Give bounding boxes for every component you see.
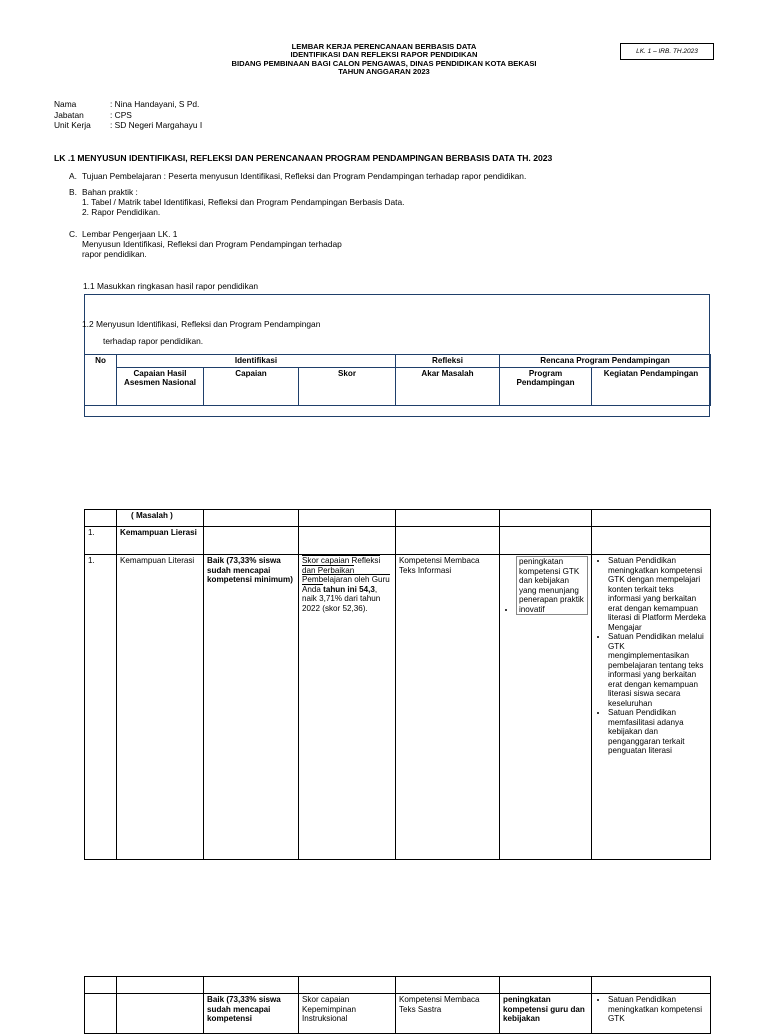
- matrix-table-sastra: [84, 976, 711, 1034]
- kegiatan-item: • Satuan Pendidikan memfasilitasi adanya kebijakan dan penganggaran terkait penguatan literasi: [608, 708, 707, 756]
- header-line-3: BIDANG PEMBINAAN BAGI CALON PENGAWAS, DINAS PENDIDIKAN KOTA BEKASI: [231, 58, 537, 68]
- col-rencana-header: Rencana Program Pendampingan: [500, 355, 711, 368]
- header-line-1: LEMBAR KERJA PERENCANAAN BERBASIS DATA: [291, 42, 477, 51]
- table-cell: [204, 527, 299, 555]
- header-line-2: IDENTIFIKASI DAN REFLEKSI RAPOR PENDIDIKAN: [290, 50, 478, 60]
- table-cell: [592, 527, 711, 555]
- skor-cell: [299, 555, 396, 860]
- program-cell: peningkatan kompetensi guru dan kebijakan: [500, 994, 592, 1034]
- table-cell: [85, 977, 117, 994]
- table-row: [85, 994, 711, 1034]
- table-cell: [85, 510, 117, 527]
- capaian-cell: Baik (73,33% siswa sudah mencapai kompetensi: [204, 994, 299, 1034]
- table-cell: [396, 527, 500, 555]
- table-cell: [396, 977, 500, 994]
- step-1-2-line2: terhadap rapor pendidikan.: [103, 336, 204, 346]
- table-cell: [592, 977, 711, 994]
- col-identifikasi-header: Identifikasi: [117, 355, 396, 368]
- col-no-header: No: [85, 355, 117, 406]
- col-program-header: Program Pendampingan: [500, 367, 592, 405]
- kegiatan-cell: [592, 994, 711, 1034]
- section-c-line: Menyusun Identifikasi, Refleksi dan Program Pendampingan terhadap: [82, 239, 342, 249]
- kegiatan-item: • Satuan Pendidikan meningkatkan kompetensi GTK: [608, 995, 707, 1024]
- header-line-4: TAHUN ANGGARAN 2023: [338, 66, 430, 76]
- table-row: [85, 555, 711, 860]
- identity-key: Unit Kerja: [54, 120, 91, 130]
- program-text: peningkatan kompetensi GTK dan kebijakan yang menunjang penerapan praktik inovatif: [516, 556, 588, 615]
- section-c-text: Lembar Pengerjaan LK. 1: [82, 229, 178, 239]
- matrix-header-table: [84, 354, 711, 406]
- section-c-label: C.: [69, 229, 78, 239]
- document-code-box: LK. 1 – IRB. TH.2023: [620, 43, 714, 60]
- step-1-1: 1.1 Masukkan ringkasan hasil rapor pendidikan: [83, 281, 259, 291]
- step-1-2-line1: 1.2 Menyusun Identifikasi, Refleksi dan Program Pendampingan: [82, 319, 321, 329]
- kegiatan-item: • Satuan Pendidikan meningkatkan kompetensi GTK dengan mempelajari konten terkait teks informasi yang berkaitan erat dengan kemampuan literasi di Platform Merdeka Mengajar: [608, 556, 707, 632]
- kegiatan-item: • Satuan Pendidikan melalui GTK mengimplementasikan pembelajaran tentang teks informasi yang berkaitan erat dengan kemampuan literasi siswa secara keseluruhan: [608, 632, 707, 708]
- matrix-table-literasi: [84, 509, 711, 860]
- identity-row: [54, 99, 202, 110]
- section-b-item: 2. Rapor Pendidikan.: [82, 207, 161, 217]
- skor-highlight: tahun ini 54,3: [323, 584, 375, 594]
- table-cell: [299, 977, 396, 994]
- identity-value: : CPS: [110, 109, 132, 120]
- row-item: Kemampuan Lierasi: [117, 527, 204, 555]
- col-refleksi-header: Refleksi: [396, 355, 500, 368]
- lk-title: LK .1 MENYUSUN IDENTIFIKASI, REFLEKSI DAN PERENCANAAN PROGRAM PENDAMPINGAN BERBASIS DATA TH. 2023: [54, 153, 553, 163]
- table-cell: [299, 510, 396, 527]
- identity-key: Nama: [54, 99, 77, 109]
- table-cell: [204, 977, 299, 994]
- skor-cell: Skor capaian Kepemimpinan Instruksional: [299, 994, 396, 1034]
- section-a: [69, 171, 526, 181]
- table-cell: [117, 994, 204, 1034]
- section-c: [69, 229, 342, 259]
- table-cell: [117, 977, 204, 994]
- table-cell: [396, 510, 500, 527]
- table-cell: [592, 510, 711, 527]
- col-akar-masalah-header: Akar Masalah: [396, 367, 500, 405]
- identity-block: [54, 99, 202, 131]
- capaian-cell: Baik (73,33% siswa sudah mencapai kompetensi minimum): [204, 555, 299, 860]
- table-cell: [500, 527, 592, 555]
- kegiatan-cell: [592, 555, 711, 860]
- col-capaian-header: Capaian: [204, 367, 299, 405]
- identity-value: : SD Negeri Margahayu I: [110, 120, 203, 130]
- table-cell: [85, 994, 117, 1034]
- row-item: Kemampuan Literasi: [117, 555, 204, 860]
- col-skor-header: Skor: [299, 367, 396, 405]
- program-cell: [500, 555, 592, 860]
- table-cell: [500, 510, 592, 527]
- section-a-text: Tujuan Pembelajaran : Peserta menyusun Identifikasi, Refleksi dan Program Pendampingan terhadap rapor pendidikan.: [82, 171, 527, 181]
- section-b: [69, 187, 404, 217]
- col-kegiatan-header: Kegiatan Pendampingan: [592, 367, 711, 405]
- row-no: 1.: [85, 555, 117, 860]
- identity-row: [54, 110, 202, 121]
- row-no: 1.: [85, 527, 117, 555]
- akar-masalah-cell: Kompetensi Membaca Teks Informasi: [396, 555, 500, 860]
- akar-masalah-cell: Kompetensi Membaca Teks Sastra: [396, 994, 500, 1034]
- identity-row: [54, 120, 202, 131]
- skor-text-end: , naik 3,71% dari tahun 2022 (skor 52,36).: [302, 584, 381, 613]
- col-capaian-hasil-header: Capaian Hasil Asesmen Nasional: [117, 367, 204, 405]
- skor-text: Skor capaian Refleksi dan Perbaikan Pembelajaran oleh Guru Anda: [302, 556, 390, 594]
- identity-key: Jabatan: [54, 109, 84, 120]
- masalah-label: ( Masalah ): [117, 510, 204, 527]
- section-c-line: rapor pendidikan.: [82, 249, 147, 259]
- section-b-label: B.: [69, 187, 77, 197]
- section-b-item: 1. Tabel / Matrik tabel Identifikasi, Refleksi dan Program Pendampingan Berbasis Data.: [82, 197, 405, 207]
- table-cell: [299, 527, 396, 555]
- section-b-text: Bahan praktik :: [82, 187, 138, 197]
- identity-value: : Nina Handayani, S Pd.: [110, 99, 200, 109]
- table-row: [85, 527, 711, 555]
- table-cell: [500, 977, 592, 994]
- table-cell: [204, 510, 299, 527]
- section-a-label: A.: [69, 171, 77, 181]
